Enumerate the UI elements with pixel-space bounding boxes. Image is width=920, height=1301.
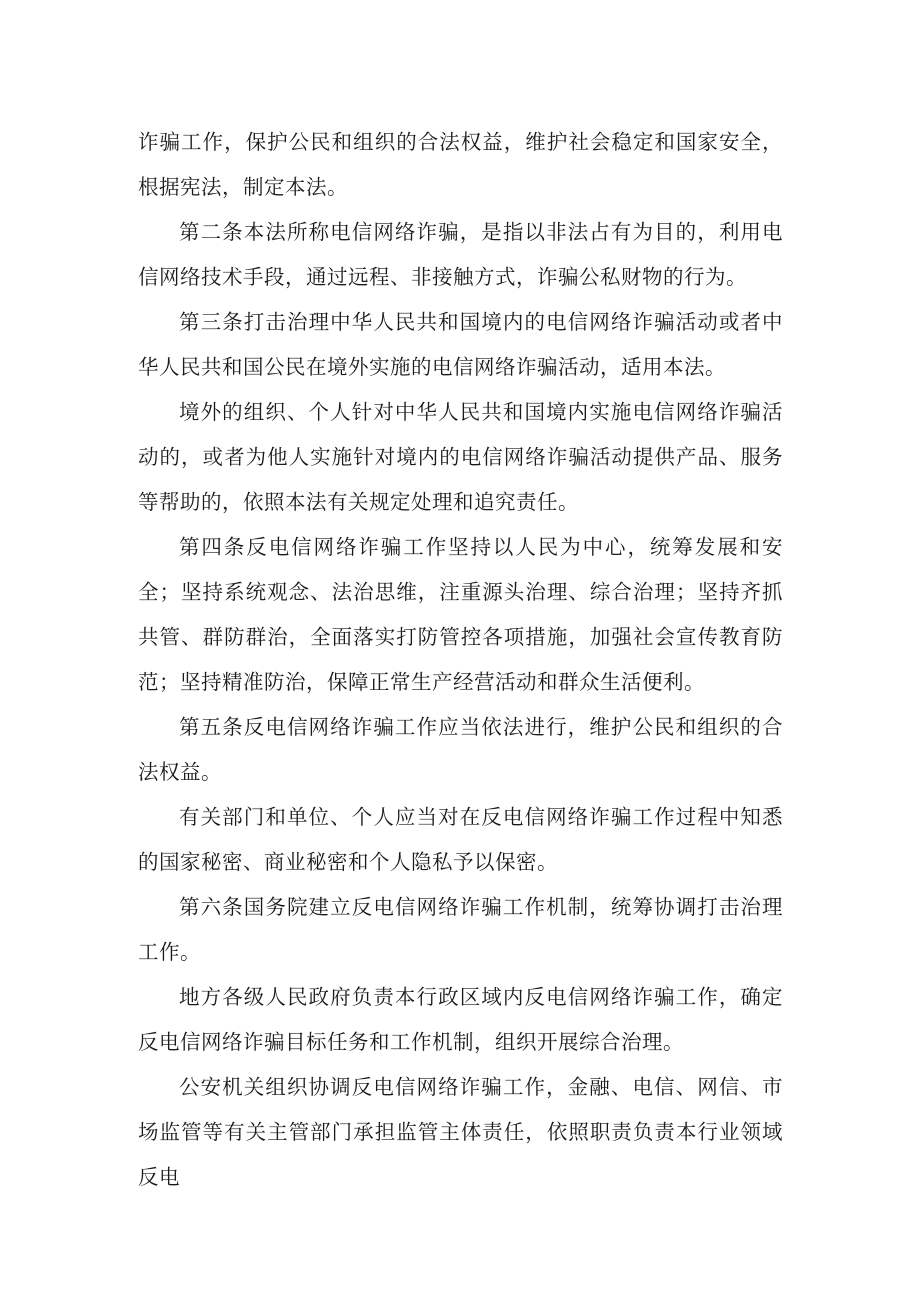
paragraph-article-6-public-security: 公安机关组织协调反电信网络诈骗工作，金融、电信、网信、市场监管等有关主管部门承担监管主体责任，依照职责负责本行业领域反电 xyxy=(138,1075,783,1189)
paragraph-article-5-confidentiality: 有关部门和单位、个人应当对在反电信网络诈骗工作过程中知悉的国家秘密、商业秘密和个人隐私予以保密。 xyxy=(138,805,783,874)
paragraph-article-6: 第六条国务院建立反电信网络诈骗工作机制，统筹协调打击治理工作。 xyxy=(138,895,783,964)
paragraph-article-4: 第四条反电信网络诈骗工作坚持以人民为中心，统筹发展和安全；坚持系统观念、法治思维，注重源头治理、综合治理；坚持齐抓共管、群防群治，全面落实打防管控各项措施，加强社会宣传教育防范；坚持精准防治，保障正常生产经营活动和群众生活便利。 xyxy=(138,535,783,694)
paragraph-continuation: 诈骗工作，保护公民和组织的合法权益，维护社会稳定和国家安全，根据宪法，制定本法。 xyxy=(138,130,783,199)
paragraph-article-2: 第二条本法所称电信网络诈骗，是指以非法占有为目的，利用电信网络技术手段，通过远程、非接触方式，诈骗公私财物的行为。 xyxy=(138,220,783,289)
paragraph-article-3: 第三条打击治理中华人民共和国境内的电信网络诈骗活动或者中华人民共和国公民在境外实施的电信网络诈骗活动，适用本法。 xyxy=(138,310,783,379)
paragraph-article-5: 第五条反电信网络诈骗工作应当依法进行，维护公民和组织的合法权益。 xyxy=(138,715,783,784)
document-body xyxy=(138,120,783,1200)
paragraph-article-3-overseas: 境外的组织、个人针对中华人民共和国境内实施电信网络诈骗活动的，或者为他人实施针对境内的电信网络诈骗活动提供产品、服务等帮助的，依照本法有关规定处理和追究责任。 xyxy=(138,400,783,514)
paragraph-article-6-local-government: 地方各级人民政府负责本行政区域内反电信网络诈骗工作，确定反电信网络诈骗目标任务和工作机制，组织开展综合治理。 xyxy=(138,985,783,1054)
